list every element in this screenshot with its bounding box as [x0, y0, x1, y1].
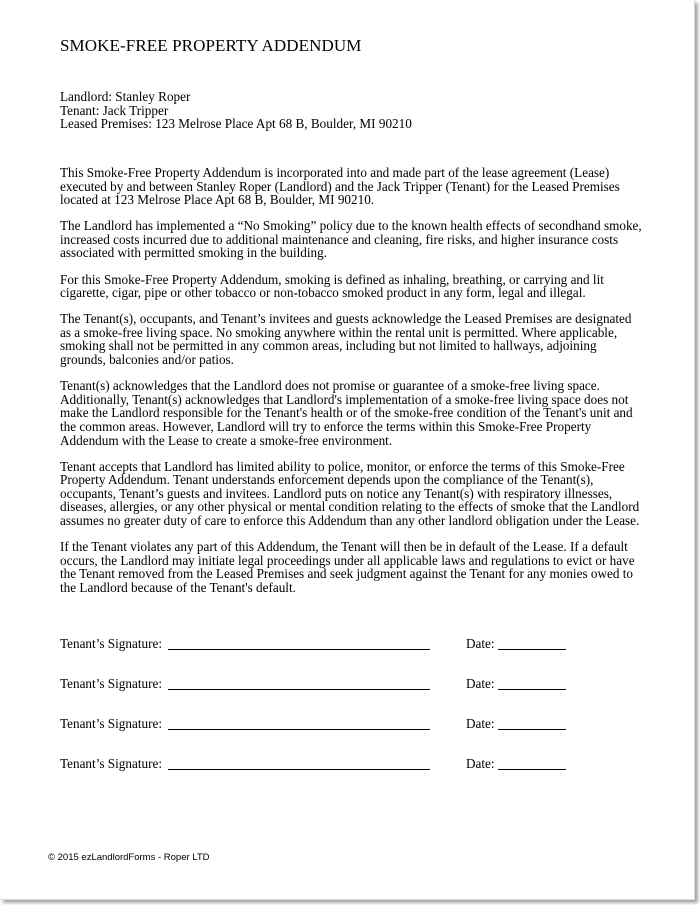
- date-line[interactable]: [498, 649, 566, 650]
- signature-line[interactable]: [168, 689, 430, 690]
- date-line[interactable]: [498, 729, 566, 730]
- signature-line[interactable]: [168, 649, 430, 650]
- party-details: [60, 90, 412, 131]
- date-label: Date:: [466, 716, 495, 731]
- signature-label: Tenant’s Signature:: [60, 716, 162, 731]
- signature-line[interactable]: [168, 729, 430, 730]
- date-line[interactable]: [498, 769, 566, 770]
- paragraph-no-guarantee: Tenant(s) acknowledges that the Landlord does not promise or guarantee of a smoke-free living space. Additionally, Tenant(s) acknowledges that Landlord's implementation of a smoke-free living space does not make the Landlord responsible for the Tenant's health or of the smoke-free condition of the Tenant's unit and the common areas. However, Landlord will try to enforce the terms within this Smoke-Free Property Addendum with the Lease to create a smoke-free environment.: [60, 378, 633, 448]
- document-title: SMOKE-FREE PROPERTY ADDENDUM: [60, 36, 362, 55]
- signature-row: [60, 676, 580, 694]
- date-label: Date:: [466, 756, 495, 771]
- signature-row: [60, 756, 580, 774]
- signature-row: [60, 716, 580, 734]
- signature-row: [60, 636, 580, 654]
- paragraph-policy: The Landlord has implemented a “No Smoking” policy due to the known health effects of secondhand smoke, increased costs incurred due to additional maintenance and cleaning, fire risks, and higher insurance costs associated with permitted smoking in the building.: [60, 218, 642, 261]
- date-line[interactable]: [498, 689, 566, 690]
- paragraph-incorporation: This Smoke-Free Property Addendum is incorporated into and made part of the lease agreement (Lease) executed by and between Stanley Roper (Landlord) and the Jack Tripper (Tenant) for the Leased Premises located at 123 Melrose Place Apt 68 B, Boulder, MI 90210.: [60, 165, 620, 208]
- paragraph-definition: For this Smoke-Free Property Addendum, smoking is defined as inhaling, breathing, or carrying and lit cigarette, cigar, pipe or other tobacco or non-tobacco smoked product in any form, legal and illegal.: [60, 271, 604, 301]
- signature-label: Tenant’s Signature:: [60, 756, 162, 771]
- signature-line[interactable]: [168, 769, 430, 770]
- addendum-body: [60, 166, 642, 607]
- tenant-line: Tenant: Jack Tripper: [60, 102, 169, 118]
- date-label: Date:: [466, 636, 495, 651]
- date-label: Date:: [466, 676, 495, 691]
- paragraph-enforcement: Tenant accepts that Landlord has limited ability to police, monitor, or enforce the terms of this Smoke-Free Property Addendum. Tenant understands enforcement depends upon the compliance of the Tenant(s), occupants, Tenant’s guests and invitees. Landlord puts on notice any Tenant(s) with respiratory illnesses, diseases, allergies, or any other physical or mental condition relating to the effects of smoke that the Landlord assumes no greater duty of care to enforce this Addendum than any other landlord obligation under the Lease.: [60, 458, 640, 528]
- paragraph-designation: The Tenant(s), occupants, and Tenant’s invitees and guests acknowledge the Leased Premises are designated as a smoke-free living space. No smoking anywhere within the rental unit is permitted. Where applicable, smoking shall not be permitted in any common areas, including but not limited to hallways, adjoining grounds, balconies and/or patios.: [60, 311, 632, 368]
- copyright-footer: © 2015 ezLandlordForms - Roper LTD: [48, 852, 210, 863]
- leased-premises-line: Leased Premises: 123 Melrose Place Apt 68 B, Boulder, MI 90210: [60, 116, 412, 132]
- signature-label: Tenant’s Signature:: [60, 636, 162, 651]
- paragraph-default: If the Tenant violates any part of this Addendum, the Tenant will then be in default of the Lease. If a default occurs, the Landlord may initiate legal proceedings under all applicable laws and regulations to evict or have the Tenant removed from the Leased Premises and seek judgment against the Tenant for any monies owed to the Landlord because of the Tenant's default.: [60, 539, 635, 595]
- signature-label: Tenant’s Signature:: [60, 676, 162, 691]
- landlord-line: Landlord: Stanley Roper: [60, 89, 191, 104]
